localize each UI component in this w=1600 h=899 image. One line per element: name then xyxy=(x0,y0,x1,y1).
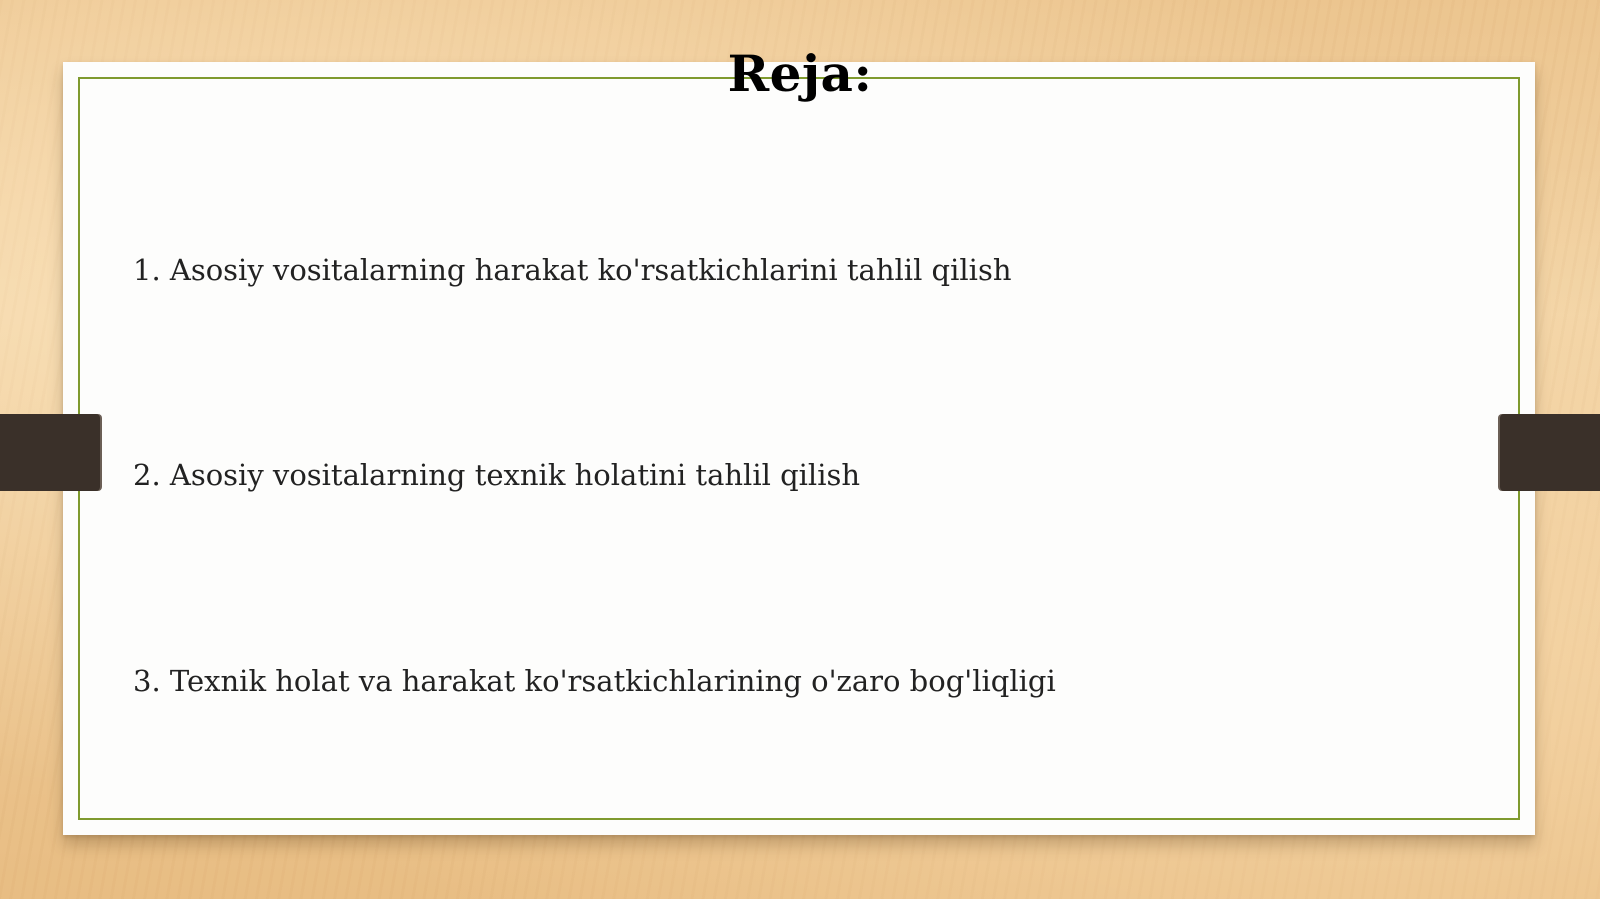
slide-title: Reja: xyxy=(727,44,873,103)
slide-frame-border xyxy=(78,77,1520,820)
plan-item-3: 3. Texnik holat va harakat ko'rsatkichlarining o'zaro bog'liqligi xyxy=(133,664,1056,698)
plan-item-2: 2. Asosiy vositalarning texnik holatini tahlil qilish xyxy=(133,458,861,492)
right-binder-clip xyxy=(1500,414,1600,491)
plan-item-1: 1. Asosiy vositalarning harakat ko'rsatkichlarini tahlil qilish xyxy=(133,253,1012,287)
slide-card xyxy=(63,62,1535,835)
left-binder-clip xyxy=(0,414,100,491)
